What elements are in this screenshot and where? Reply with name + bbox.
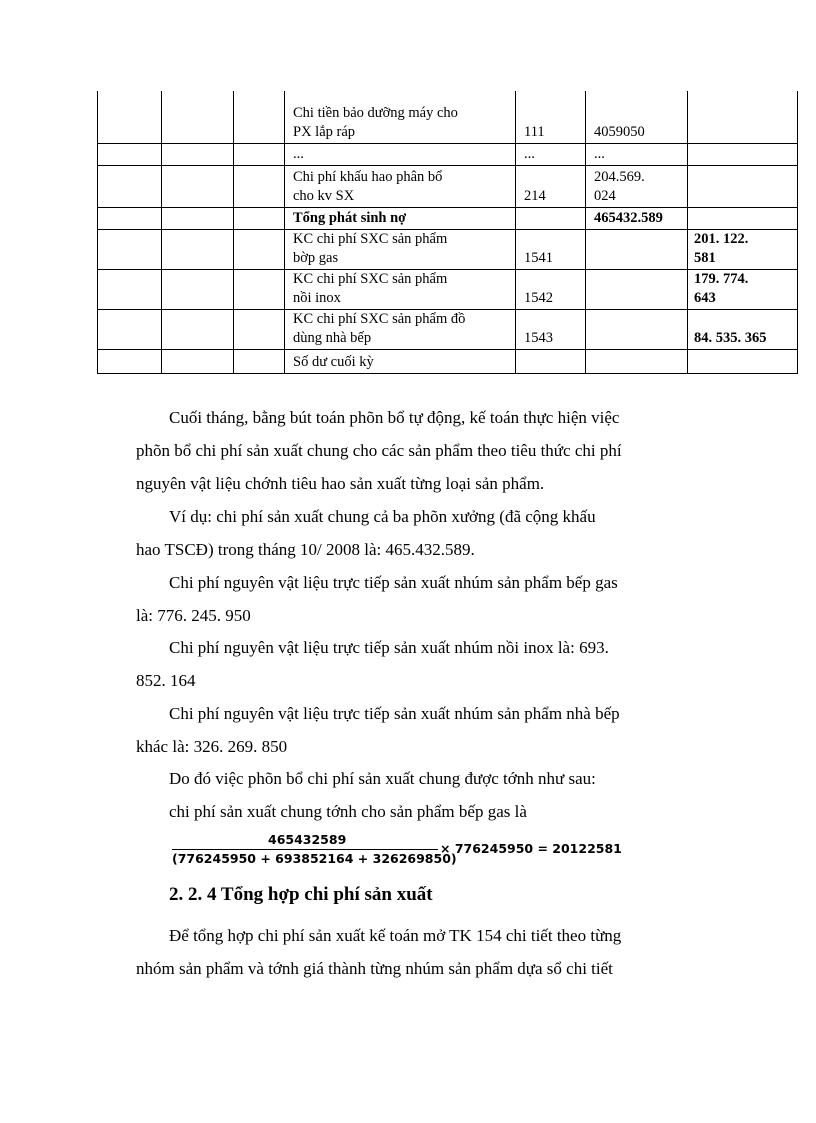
- text-line: hao TSCĐ) trong tháng 10/ 2008 là: 465.432.589.: [136, 540, 475, 559]
- text-line: nhóm sản phẩm và tớnh giá thành từng nhúm sản phẩm dựa sổ chi tiết: [136, 959, 613, 978]
- description-cell: [285, 349, 516, 373]
- text-line: Chi phí nguyên vật liệu trực tiếp sản xuất nhúm sản phẩm bếp gas: [169, 573, 618, 592]
- debit-cell: 4059050: [586, 91, 688, 143]
- empty-cell: [234, 143, 285, 165]
- credit-cell: 201. 122. 581: [688, 229, 798, 269]
- account-cell: 214: [516, 165, 586, 207]
- empty-cell: [98, 91, 162, 143]
- table-row: [98, 207, 798, 229]
- empty-cell: [98, 309, 162, 349]
- credit-cell: [688, 91, 798, 143]
- text-line: là: 776. 245. 950: [136, 606, 251, 625]
- empty-cell: [162, 207, 234, 229]
- description-line: KC chi phí SXC sản phẩm: [293, 270, 448, 287]
- text-line: Cuối tháng, bằng bút toán phõn bổ tự động, kế toán thực hiện việc: [169, 408, 620, 427]
- debit-cell: [586, 229, 688, 269]
- text-line: Chi phí nguyên vật liệu trực tiếp sản xuất nhúm sản phẩm nhà bếp: [169, 704, 620, 723]
- table-row: [98, 165, 798, 207]
- empty-cell: [162, 309, 234, 349]
- paragraph-gas-intro: [136, 795, 699, 828]
- description-line: Tổng phát sinh nợ: [293, 209, 407, 226]
- table-row: [98, 309, 798, 349]
- text-line: Ví dụ: chi phí sản xuất chung cả ba phõn xưởng (đã cộng khấu: [169, 507, 596, 526]
- paragraph-example: [136, 500, 699, 566]
- credit-cell: 84. 535. 365: [688, 309, 798, 349]
- text-line: chi phí sản xuất chung tớnh cho sản phẩm bếp gas là: [169, 802, 527, 821]
- empty-cell: [234, 309, 285, 349]
- empty-cell: [98, 269, 162, 309]
- empty-cell: [162, 229, 234, 269]
- empty-cell: [98, 207, 162, 229]
- empty-cell: [234, 229, 285, 269]
- paragraph-kitchen-material: [136, 697, 699, 763]
- text-line: Để tổng hợp chi phí sản xuất kế toán mở TK 154 chi tiết theo từng: [169, 926, 622, 945]
- description-line: nồi inox: [293, 289, 341, 306]
- allocation-formula: [172, 832, 632, 868]
- description-line: dùng nhà bếp: [293, 329, 372, 346]
- debit-cell: 204.569. 024: [586, 165, 688, 207]
- description-cell: [285, 207, 516, 229]
- ledger-table: [97, 91, 798, 374]
- description-line: KC chi phí SXC sản phẩm: [293, 230, 448, 247]
- credit-cell: [688, 165, 798, 207]
- account-cell: 1543: [516, 309, 586, 349]
- account-cell: 1541: [516, 229, 586, 269]
- table-row: [98, 229, 798, 269]
- text-line: 852. 164: [136, 671, 196, 690]
- debit-cell: 465432.589: [586, 207, 688, 229]
- table-row: [98, 91, 798, 143]
- formula-numerator: 465432589: [268, 832, 347, 847]
- empty-cell: [162, 349, 234, 373]
- text-line: Chi phí nguyên vật liệu trực tiếp sản xuất nhúm nồi inox là: 693.: [169, 638, 609, 657]
- empty-cell: [98, 229, 162, 269]
- empty-cell: [98, 143, 162, 165]
- empty-cell: [162, 143, 234, 165]
- empty-cell: [234, 269, 285, 309]
- empty-cell: [162, 165, 234, 207]
- paragraph-inox-material: [136, 631, 699, 697]
- description-cell: [285, 91, 516, 143]
- empty-cell: [234, 207, 285, 229]
- paragraph-method: [136, 762, 699, 795]
- paragraph-summary: [136, 919, 699, 985]
- description-line: Số dư cuối kỳ: [293, 353, 374, 370]
- fraction-bar: [172, 849, 438, 850]
- account-cell: ...: [516, 143, 586, 165]
- description-line: Chi phí khấu hao phân bổ: [293, 168, 443, 185]
- empty-cell: [162, 269, 234, 309]
- debit-cell: [586, 309, 688, 349]
- description-cell: [285, 309, 516, 349]
- text-line: khác là: 326. 269. 850: [136, 737, 288, 756]
- description-line: Chi tiền bảo dưỡng máy cho: [293, 104, 458, 121]
- paragraph-gas-material: [136, 566, 699, 632]
- description-line: PX lắp ráp: [293, 123, 356, 140]
- table-row: [98, 349, 798, 373]
- empty-cell: [98, 349, 162, 373]
- empty-cell: [234, 165, 285, 207]
- text-line: nguyên vật liệu chớnh tiêu hao sản xuất từng loại sản phẩm.: [136, 474, 545, 493]
- empty-cell: [162, 91, 234, 143]
- description-line: KC chi phí SXC sản phẩm đồ: [293, 310, 466, 327]
- description-line: ...: [293, 145, 304, 162]
- account-cell: [516, 207, 586, 229]
- credit-cell: [688, 143, 798, 165]
- empty-cell: [98, 165, 162, 207]
- account-cell: 111: [516, 91, 586, 143]
- debit-cell: [586, 269, 688, 309]
- table-row: [98, 143, 798, 165]
- description-cell: [285, 269, 516, 309]
- credit-cell: 179. 774. 643: [688, 269, 798, 309]
- debit-cell: [586, 349, 688, 373]
- credit-cell: [688, 207, 798, 229]
- description-cell: [285, 229, 516, 269]
- empty-cell: [234, 349, 285, 373]
- formula-denominator: (776245950 + 693852164 + 326269850): [172, 851, 457, 866]
- text-line: phõn bổ chi phí sản xuất chung cho các sản phẩm theo tiêu thức chi phí: [136, 441, 622, 460]
- credit-cell: [688, 349, 798, 373]
- account-cell: 1542: [516, 269, 586, 309]
- description-line: cho kv SX: [293, 187, 355, 204]
- description-cell: [285, 165, 516, 207]
- section-heading: 2. 2. 4 Tổng hợp chi phí sản xuất: [169, 884, 433, 905]
- empty-cell: [234, 91, 285, 143]
- description-line: bờp gas: [293, 249, 339, 266]
- table-row: [98, 269, 798, 309]
- description-cell: [285, 143, 516, 165]
- formula-result: × 776245950 = 20122581: [440, 841, 622, 856]
- debit-cell: ...: [586, 143, 688, 165]
- paragraph-allocation: [136, 401, 699, 500]
- account-cell: [516, 349, 586, 373]
- text-line: Do đó việc phõn bổ chi phí sản xuất chung được tớnh như sau:: [169, 769, 596, 788]
